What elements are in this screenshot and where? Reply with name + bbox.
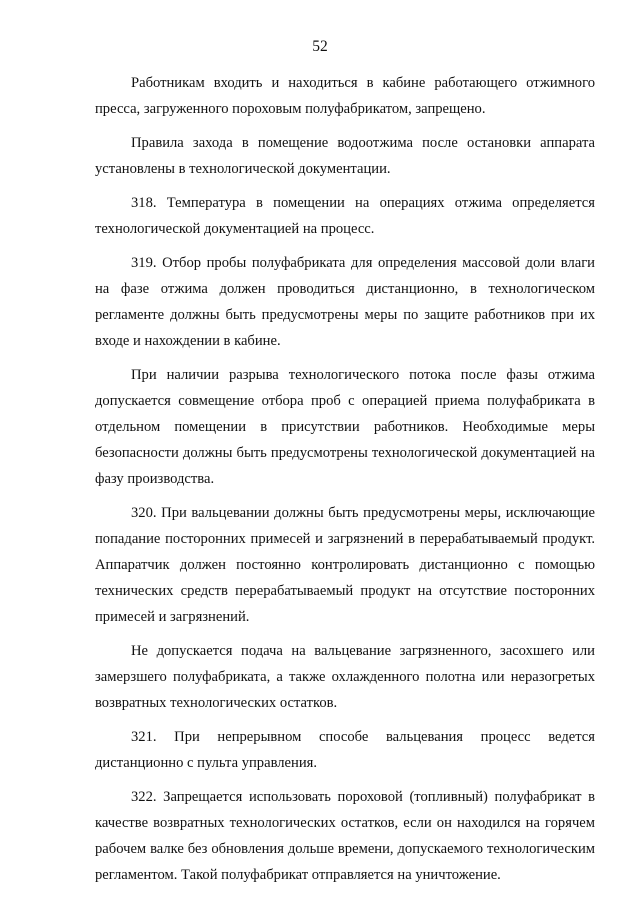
document-body xyxy=(95,70,595,896)
paragraph-319: 319. Отбор пробы полуфабриката для определения массовой доли влаги на фазе отжима должен проводиться дистанционно, в технологическом регламенте должны быть предусмотрены меры по защите работников при их входе и нахождении в кабине. xyxy=(95,255,595,349)
paragraph: Работникам входить и находиться в кабине работающего отжимного пресса, загруженного пороховым полуфабрикатом, запрещено. xyxy=(95,75,595,117)
paragraph-322: 322. Запрещается использовать пороховой (топливный) полуфабрикат в качестве возвратных технологических остатков, если он находился на горячем рабочем валке без обновления дольше времени, допускаемого технологическим регламентом. Такой полуфабрикат отправляется на уничтожение. xyxy=(95,789,595,883)
paragraph-321: 321. При непрерывном способе вальцевания процесс ведется дистанционно с пульта управления. xyxy=(95,729,595,771)
page-number: 52 xyxy=(312,38,328,55)
paragraph: Правила захода в помещение водоотжима после остановки аппарата установлены в технологической документации. xyxy=(95,135,595,177)
paragraph: Не допускается подача на вальцевание загрязненного, засохшего или замерзшего полуфабриката, а также охлажденного полотна или неразогретых возвратных технологических остатков. xyxy=(95,643,595,711)
paragraph-320: 320. При вальцевании должны быть предусмотрены меры, исключающие попадание посторонних примесей и загрязнений в перерабатываемый продукт. Аппаратчик должен постоянно контролировать дистанционно с помощью технических средств перерабатываемый продукт на отсутствие посторонних примесей и загрязнений. xyxy=(95,505,595,625)
paragraph-318: 318. Температура в помещении на операциях отжима определяется технологической документацией на процесс. xyxy=(95,195,595,237)
paragraph: При наличии разрыва технологического потока после фазы отжима допускается совмещение отбора проб с операцией приема полуфабриката в отдельном помещении в присутствии работников. Необходимые меры безопасности должны быть предусмотрены технологической документацией на фазу производства. xyxy=(95,367,595,487)
